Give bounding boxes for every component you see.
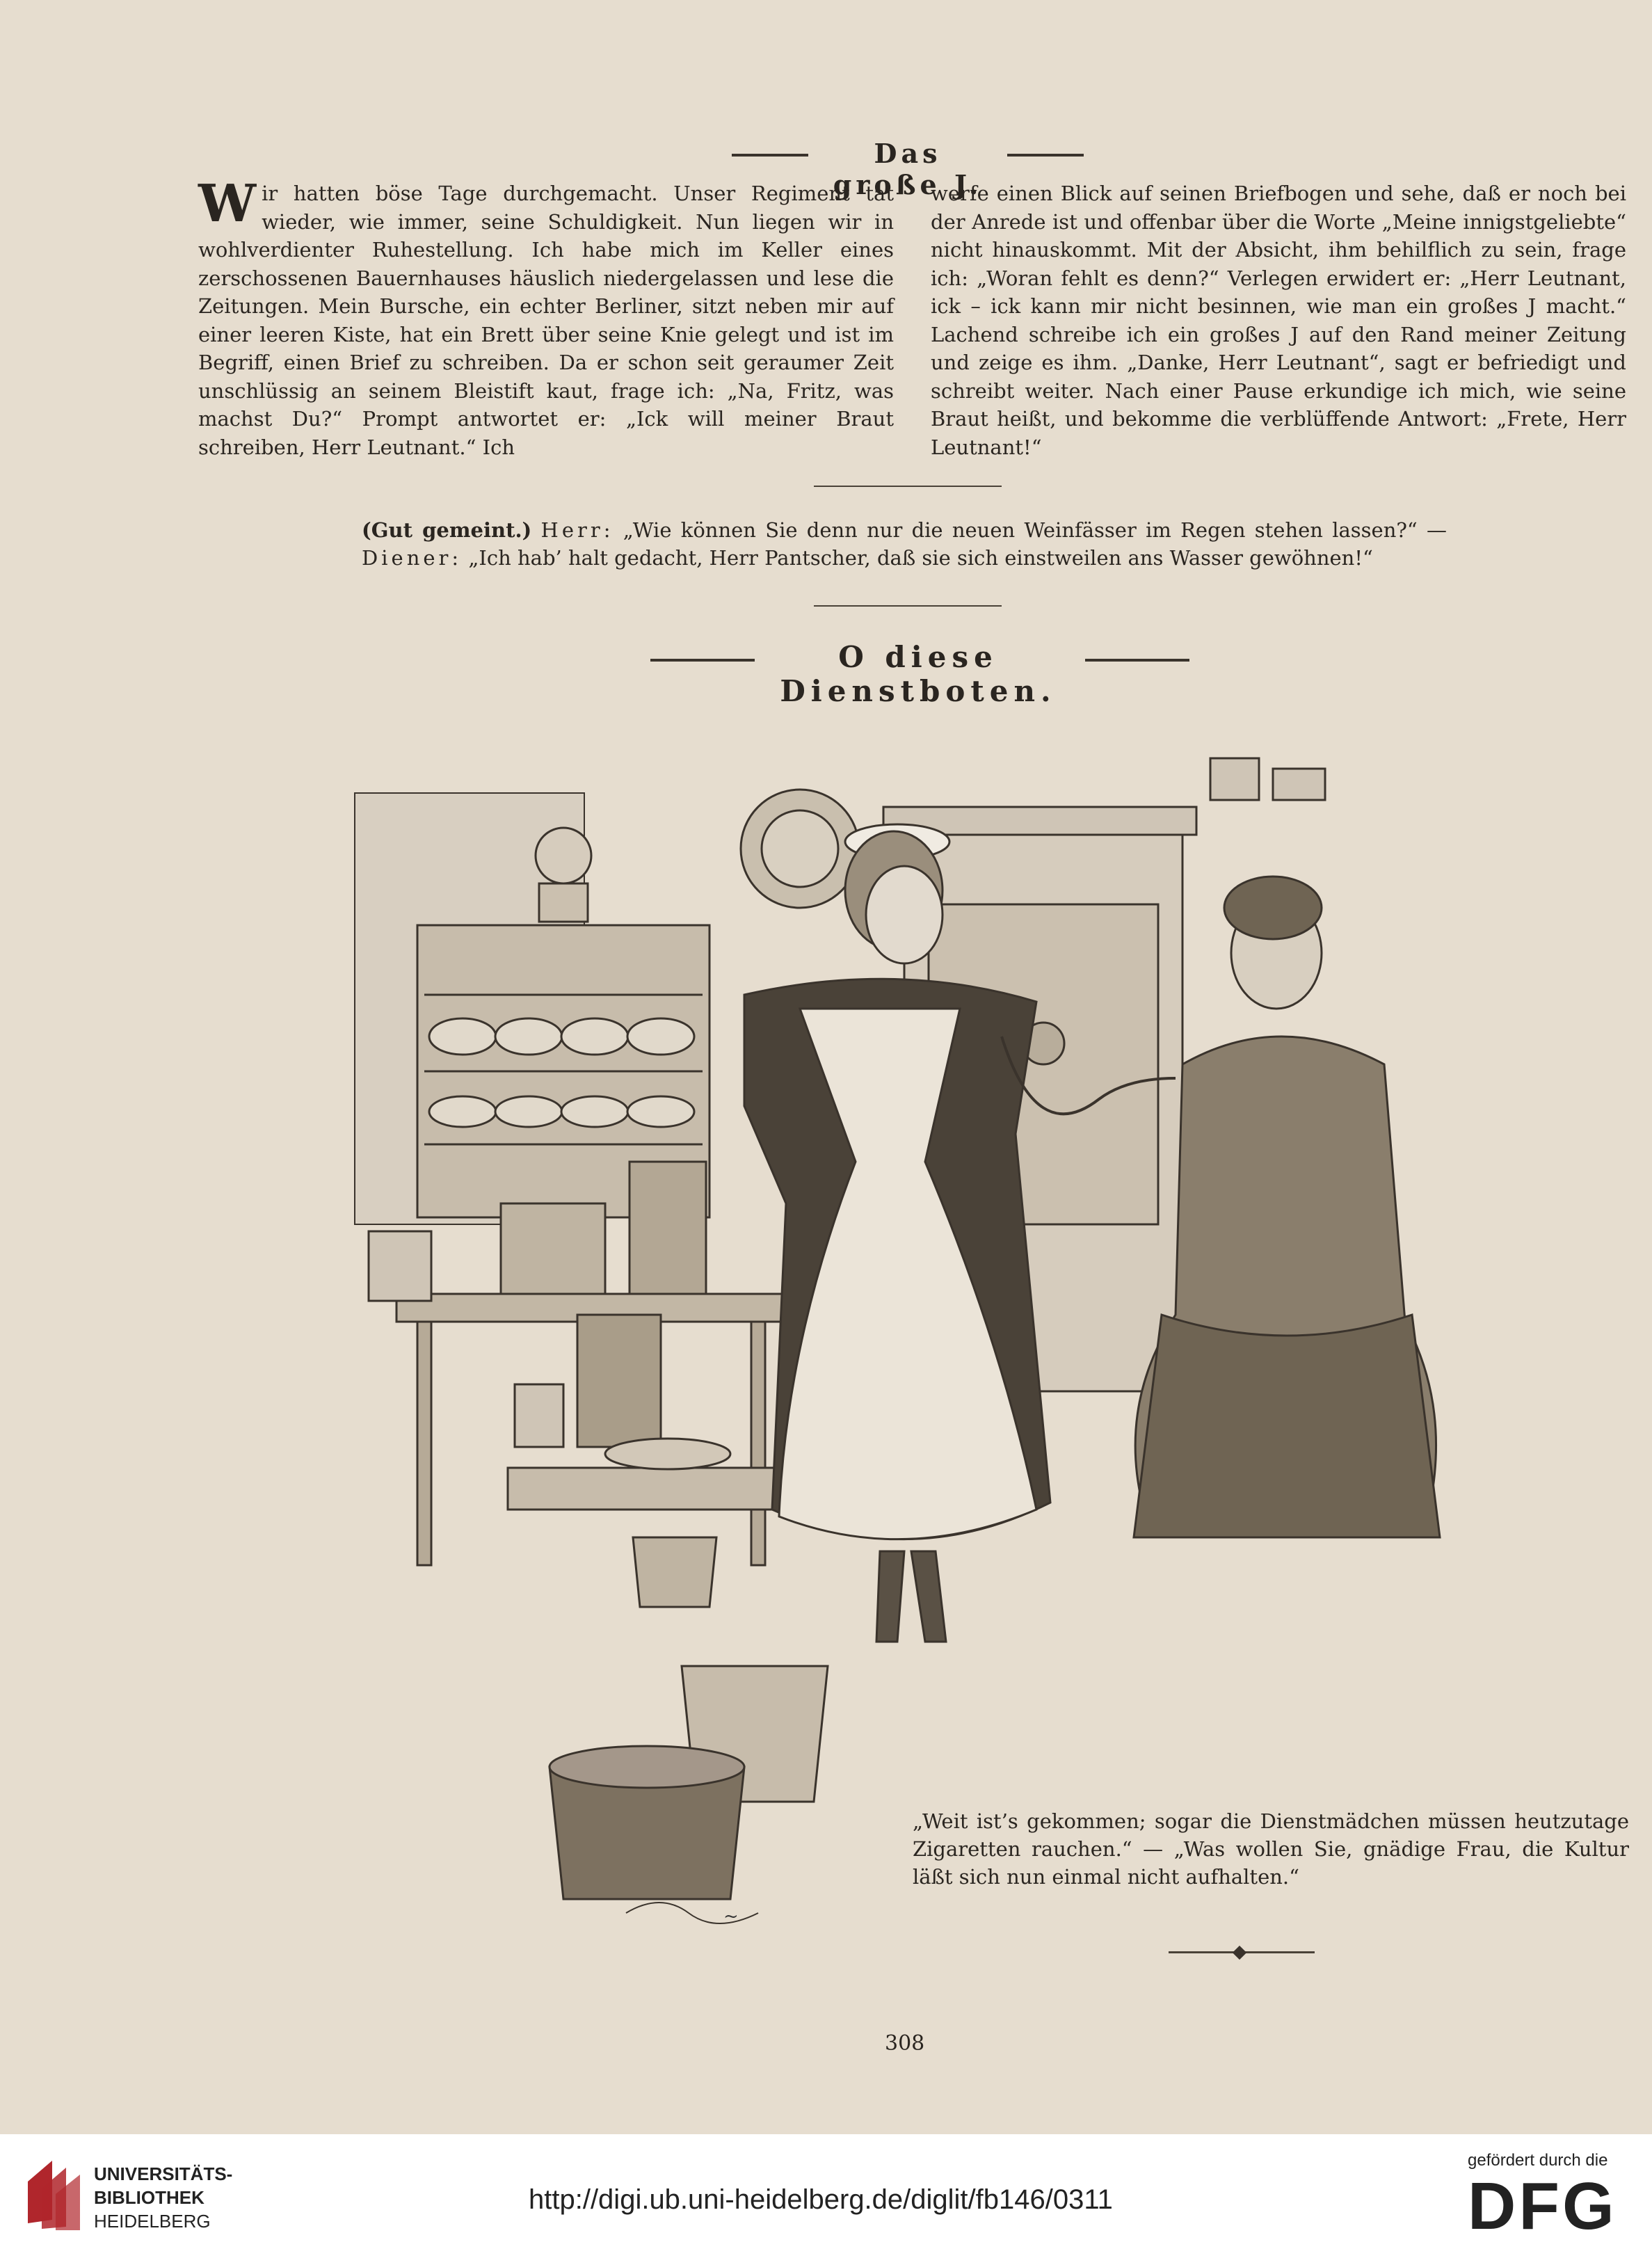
cartoon-ornament-right [1085, 659, 1189, 662]
library-name-line-1: UNIVERSITÄTS- [94, 2163, 233, 2184]
library-logo-icon [21, 2154, 83, 2230]
joke-line-1: „Wie können Sie denn nur die neuen Weinfässer im Regen stehen lassen?“ — [623, 518, 1447, 542]
story-dropcap: W [198, 174, 257, 234]
joke-line-2: „Ich hab’ halt gedacht, Herr Pantscher, daß sie sich einstweilen ans Wasser gewöhnen!“ [468, 546, 1373, 570]
joke-block [362, 516, 1447, 572]
story-title: Das große J. [833, 138, 983, 200]
library-name-line-2: BIBLIOTHEK [94, 2187, 205, 2208]
joke-speaker-1: Herr: [540, 518, 614, 542]
cartoon-caption: „Weit ist’s gekommen; sogar die Dienstmädchen müssen heutzutage Zigaretten rauchen.“ — „Was wollen Sie, gnädige Frau, die Kultur läßt sich nun einmal nicht aufhalten.“ [913, 1809, 1629, 1889]
kitchen-illustration [299, 717, 1447, 1941]
story-left-text: ir hatten böse Tage durchgemacht. Unser Regiment tat wieder, wie immer, seine Schuldigkeit. Nun liegen wir in wohlverdienter Ruhestellung. Ich habe mich im Keller eines zerschossenen Bauernhauses häuslich niedergelassen und lese die Zeitungen. Mein Bursche, ein echter Berliner, sitzt neben mir auf einer leeren Kiste, hat ein Brett über seine Knie gelegt und ist im Begriff, einen Brief zu schreiben. Da er schon seit geraumer Zeit unschlüssig an seinem Bleistift kaut, frage ich: „Na, Fritz, was machst Du?“ Prompt antwortet er: „Ick will meiner Braut schreiben, Herr Leutnant.“ Ich [198, 182, 894, 459]
funded-by-label: gefördert durch die [1468, 2151, 1608, 2170]
divider-rule-2 [814, 605, 1002, 607]
divider-rule-1 [814, 486, 1002, 487]
cartoon-title: O diese Dienstboten. [780, 640, 1057, 708]
title-ornament-right [1007, 154, 1084, 157]
joke-speaker-2: Diener: [362, 546, 463, 570]
cartoon-ornament-left [650, 659, 755, 662]
dfg-logo: DFG [1468, 2169, 1617, 2243]
story-right-column [931, 179, 1626, 461]
footer-bar [0, 2134, 1652, 2249]
end-ornament-icon [1233, 1946, 1246, 1960]
title-ornament-left [732, 154, 808, 157]
library-name-line-3: HEIDELBERG [94, 2211, 211, 2232]
joke-title: (Gut gemeint.) [362, 518, 532, 542]
page-number: 308 [885, 2031, 925, 2056]
source-url-link[interactable]: http://digi.ub.uni-heidelberg.de/diglit/fb146/0311 [529, 2184, 1113, 2215]
story-left-column [198, 174, 894, 461]
artist-signature: ~ [723, 1906, 739, 1927]
story-right-text: werfe einen Blick auf seinen Briefbogen und sehe, daß er noch bei der Anrede ist und offenbar über die Worte „Meine innigstgeliebte“ nicht hinauskommt. Mit der Absicht, ihm behilflich zu sein, frage ich: „Woran fehlt es denn?“ Verlegen erwidert er: „Herr Leutnant, ick – ick kann mir nicht besinnen, wie man ein großes J macht.“ Lachend schreibe ich ein großes J auf den Rand meiner Zeitung und zeige es ihm. „Danke, Herr Leutnant“, sagt er befriedigt und schreibt weiter. Nach einer Pause erkundige ich mich, wie seine Braut heißt, und bekomme die verblüffende Antwort: „Frete, Herr Leutnant!“ [931, 182, 1626, 459]
